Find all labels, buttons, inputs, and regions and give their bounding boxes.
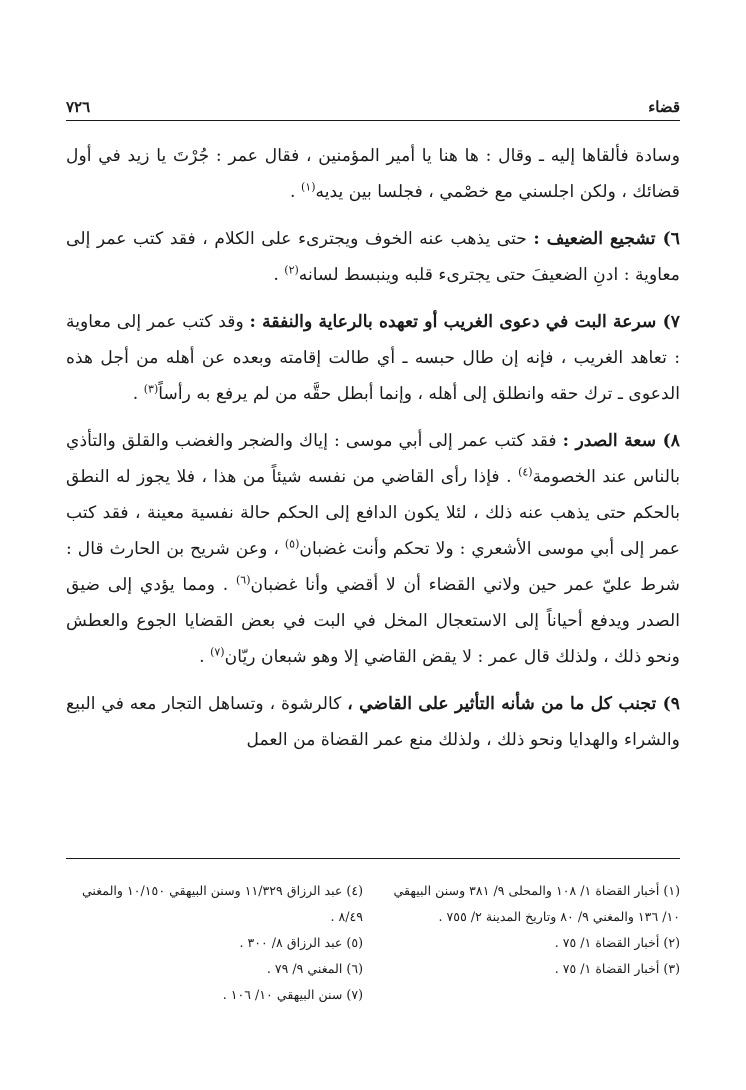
footnote-marker: (٦) <box>236 573 251 587</box>
footnotes-left-column <box>66 878 363 1008</box>
paragraph-tail: . <box>132 384 144 404</box>
paragraph-stranger-case <box>66 304 680 412</box>
paragraph-text: كالرشوة ، وتساهل التجار معه في البيع والشراء والهدايا ونحو ذلك ، ولذلك منع عمر القضاة من العمل <box>66 694 680 750</box>
footnote: (٧) سنن البيهقي ١٠/ ١٠٦ . <box>222 987 363 1002</box>
paragraph-avoid-influence <box>66 686 680 758</box>
paragraph-text: فقد كتب عمر إلى أبي موسى : إياك والضجر والغضب والقلق والتأذي بالناس عند الخصومة <box>66 431 680 487</box>
paragraph-heading: ٨) سعة الصدر : <box>562 431 680 451</box>
footnote: (٢) أخبار القضاة ١/ ٧٥ . <box>554 935 680 950</box>
footnote: (٥) عبد الرزاق ٨/ ٣٠٠ . <box>239 935 363 950</box>
footnote-marker: (٣) <box>143 382 159 396</box>
paragraph-text-4: . ومما يؤدي إلى ضيق الصدر ويدفع أحياناً إلى الاستعجال المخل في البت في بعض القضايا الجوع والعطش ونحو ذلك ، ولذلك قال عمر : لا يقض القاضي إلا وهو شبعان ريّان <box>66 575 680 667</box>
footnotes-right-column <box>383 878 680 1008</box>
paragraph-text-3: ، وعن شريح بن الحارث قال : شرط عليّ عمر حين ولاني القضاء أن لا أقضي وأنا غضبان <box>66 539 680 595</box>
footnote-marker: (٧) <box>210 645 225 659</box>
footnote-divider <box>66 858 680 859</box>
paragraph-text: وسادة فألقاها إليه ـ وقال : ها هنا يا أمير المؤمنين ، فقال عمر : جُرْتَ يا زيد في أول قضائك ، ولكن اجلسني مع خصْمي ، فجلسا بين يديه <box>66 146 680 202</box>
footnote-marker: (٥) <box>284 537 300 551</box>
footnote-marker: (٢) <box>284 263 299 277</box>
paragraph-tail: . <box>273 265 285 285</box>
paragraph-heading: ٩) تجنب كل ما من شأنه التأثير على القاضي ، <box>347 694 680 714</box>
paragraph-patience <box>66 423 680 675</box>
footnote: (٤) عبد الرزاق ١١/٣٢٩ وسنن البيهقي ١٠/١٥٠ والمغني ٨/٤٩ . <box>81 883 363 924</box>
footnotes <box>66 878 680 1008</box>
paragraph-heading: ٧) سرعة البت في دعوى الغريب أو تعهده بالرعاية والنفقة : <box>249 312 680 332</box>
paragraph-text: حتى يذهب عنه الخوف ويجترىء على الكلام ، فقد كتب عمر إلى معاوية : ادنِ الضعيفَ حتى يجترىء قلبه وينبسط لسانه <box>66 229 680 285</box>
paragraph-tail: . <box>290 182 301 202</box>
footnote-marker: (٤) <box>518 465 533 479</box>
chapter-title: قضاء <box>648 98 680 116</box>
paragraph-text: وقد كتب عمر إلى معاوية : تعاهد الغريب ، فإنه إن طال حبسه ـ أي طالت إقامته وبعده عن أهله من أجل هذه الدعوى ـ ترك حقه وانطلق إلى أهله ، وإنما أبطل حقَّه من لم يرفع به رأساً <box>66 312 680 404</box>
paragraph-tail: . <box>199 647 211 667</box>
main-text <box>66 138 680 769</box>
footnote: (٦) المغني ٩/ ٧٩ . <box>266 961 363 976</box>
paragraph-heading: ٦) تشجيع الضعيف : <box>533 229 680 249</box>
running-header <box>66 84 680 121</box>
paragraph-continuation <box>66 138 680 210</box>
paragraph-encourage-weak <box>66 221 680 293</box>
footnote: (١) أخبار القضاة ١/ ١٠٨ والمحلى ٩/ ٣٨١ وسنن البيهقي ١٠/ ١٣٦ والمغني ٩/ ٨٠ وتاريخ المدينة ٢/ ٧٥٥ . <box>393 883 680 924</box>
footnote-marker: (١) <box>300 180 316 194</box>
page-number: ٧٢٦ <box>66 98 91 116</box>
paragraph-text-2: . فإذا رأى القاضي من نفسه شيئاً من هذا ، فلا يجوز له النطق بالحكم حتى يذهب عنه ذلك ، لئلا يكون الدافع إلى الحكم حالة نفسية معينة ، فقد كتب عمر إلى أبي موسى الأشعري : ولا تحكم وأنت غضبان <box>66 467 680 559</box>
footnote: (٣) أخبار القضاة ١/ ٧٥ . <box>554 961 680 976</box>
